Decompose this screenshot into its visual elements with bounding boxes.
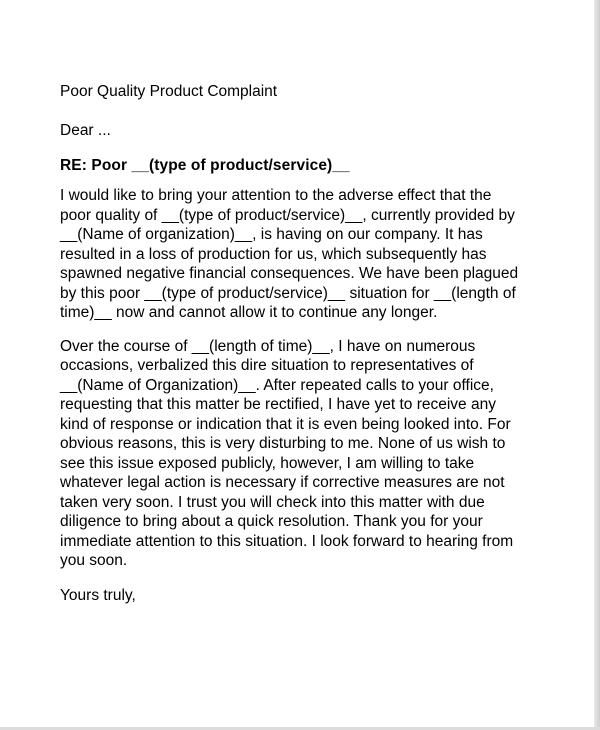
body-paragraph-2: Over the course of __(length of time)__, I have on numerous occasions, verbalized this dire situation to representatives of __(Name of Organization)__. After repeated calls to your office, requesting that this matter be rectified, I have yet to receive any kind of response or indication that it is even being looked into. For obvious reasons, this is very disturbing to me. None of us wish to see this issue exposed publicly, however, I am willing to take whatever legal action is necessary if corrective measures are not taken very soon. I trust you will check into this matter with due diligence to bring about a quick resolution. Thank you for your immediate attention to this situation. I look forward to hearing from you soon. — [60, 337, 514, 569]
closing: Yours truly, — [60, 586, 136, 604]
document-title: Poor Quality Product Complaint — [60, 83, 278, 100]
letter-document — [60, 82, 530, 606]
salutation: Dear ... — [60, 122, 111, 139]
subject-line: RE: Poor __(type of product/service)__ — [60, 157, 350, 174]
page-edge-shadow — [594, 0, 600, 730]
body-paragraph-1: I would like to bring your attention to the adverse effect that the poor quality of __(type of product/service)__, currently provided by __(Name of organization)__, is having on our company. It has resulted in a loss of production for us, which subsequently has spawned negative financial consequences. We have been plagued by this poor __(type of product/service)__ situation for __(length of time)__ now and cannot allow it to continue any longer. — [60, 187, 519, 321]
